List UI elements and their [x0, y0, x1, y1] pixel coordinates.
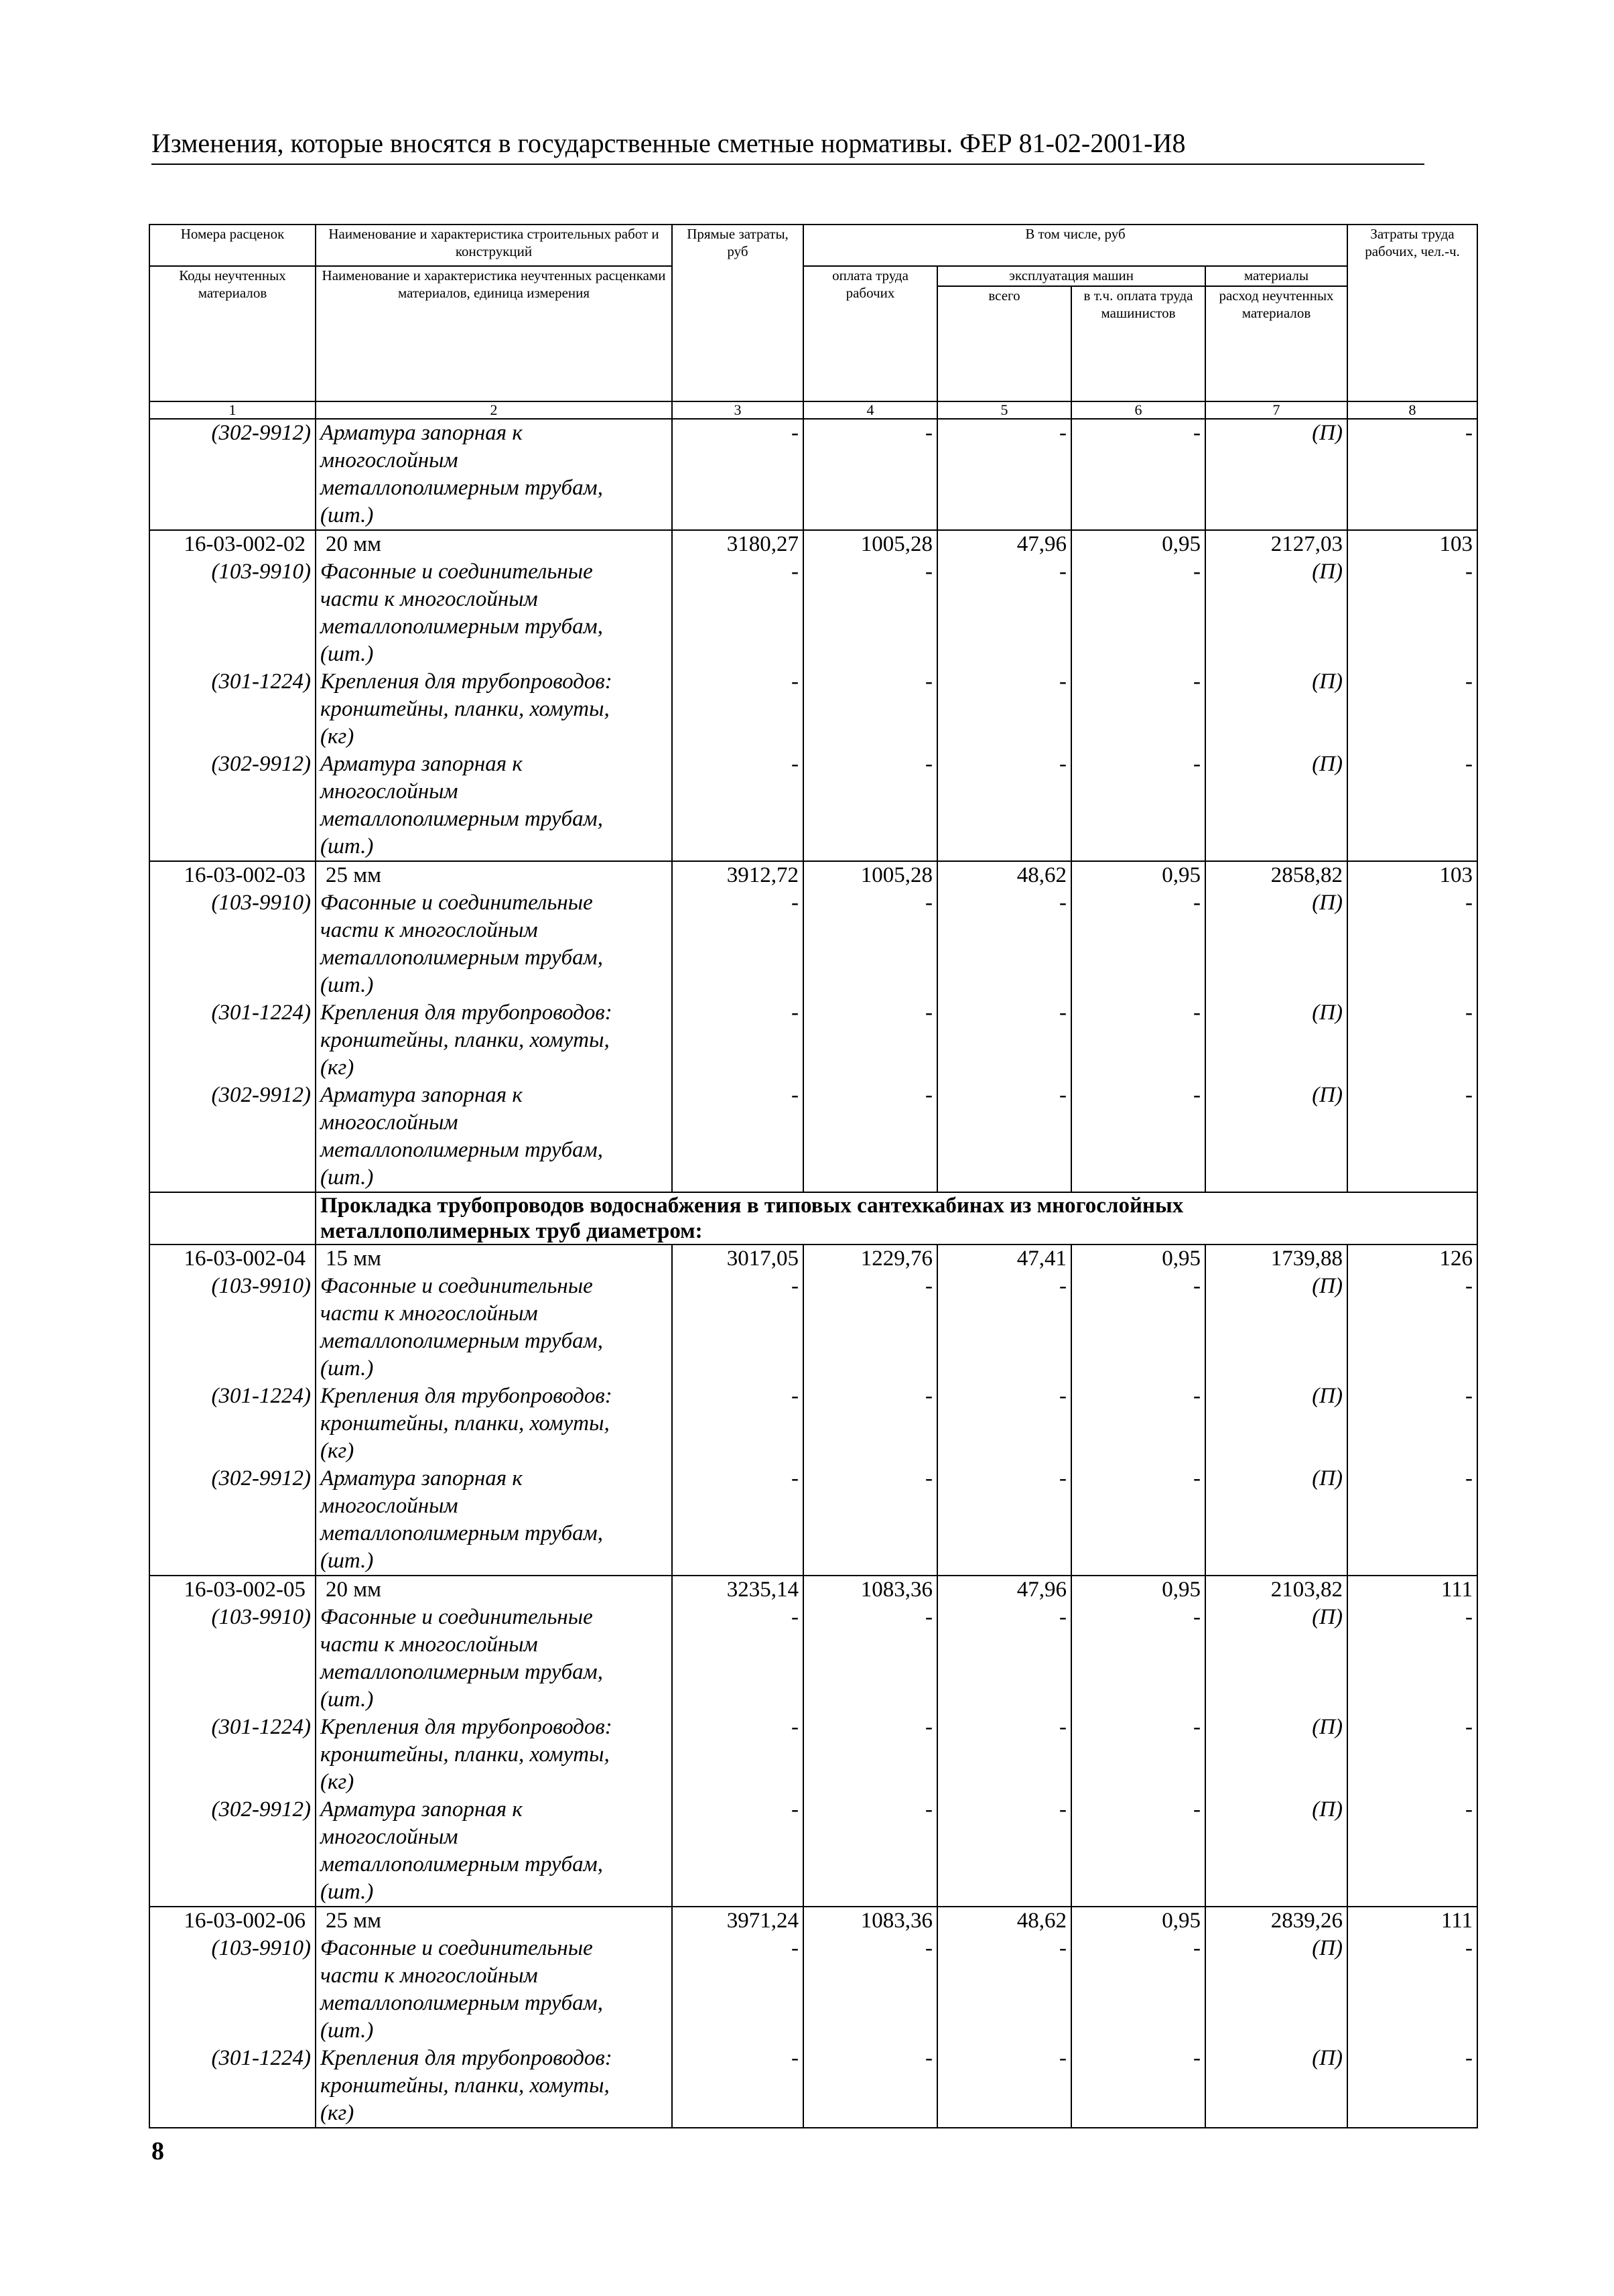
table-row	[149, 1245, 1477, 1273]
cell-operators: -	[1071, 889, 1205, 999]
table-row	[149, 1465, 1477, 1576]
material-name: Крепления для трубопроводов: кронштейны, планки, хомуты, (кг)	[316, 999, 672, 1082]
cell-materials: 2839,26	[1205, 1907, 1347, 1935]
cell-materials: (П)	[1205, 419, 1347, 530]
material-code: (302-9912)	[149, 1082, 316, 1192]
cell-operators: -	[1071, 668, 1205, 751]
cell-labor: -	[803, 1714, 937, 1796]
col-num: 4	[803, 401, 937, 419]
cell-labor: 1005,28	[803, 530, 937, 558]
material-code: (301-1224)	[149, 1383, 316, 1465]
table-row	[149, 1604, 1477, 1714]
cell-direct: -	[672, 558, 803, 668]
material-code: (103-9910)	[149, 1935, 316, 2045]
material-code: (301-1224)	[149, 2045, 316, 2128]
cell-machines: 48,62	[937, 861, 1071, 889]
col-num: 6	[1071, 401, 1205, 419]
table-row	[149, 2045, 1477, 2128]
work-name: 25 мм	[316, 861, 672, 889]
cell-labor: 1005,28	[803, 861, 937, 889]
cell-operators: -	[1071, 1383, 1205, 1465]
material-code: (301-1224)	[149, 999, 316, 1082]
cell-direct: -	[672, 1604, 803, 1714]
cell-direct: 3971,24	[672, 1907, 803, 1935]
cell-operators: -	[1071, 2045, 1205, 2128]
cell-machines: 48,62	[937, 1907, 1071, 1935]
table-row	[149, 861, 1477, 889]
table-row	[149, 1383, 1477, 1465]
cell-materials: (П)	[1205, 558, 1347, 668]
cell-hours: -	[1347, 668, 1477, 751]
head-machines-total: всего	[937, 286, 1071, 401]
material-name: Крепления для трубопроводов: кронштейны, планки, хомуты, (кг)	[316, 1714, 672, 1796]
cell-labor: -	[803, 558, 937, 668]
cell-direct: -	[672, 1465, 803, 1576]
cell-materials: 2858,82	[1205, 861, 1347, 889]
work-name: 20 мм	[316, 1576, 672, 1604]
cell-direct: -	[672, 1383, 803, 1465]
material-name: Фасонные и соединительные части к многослойным металлополимерным трубам, (шт.)	[316, 1604, 672, 1714]
cell-labor: -	[803, 889, 937, 999]
cell-labor: -	[803, 1082, 937, 1192]
cell-labor: -	[803, 999, 937, 1082]
table-row	[149, 1796, 1477, 1907]
cell-operators: -	[1071, 751, 1205, 861]
col-num: 7	[1205, 401, 1347, 419]
cell-labor: -	[803, 668, 937, 751]
work-name: 20 мм	[316, 530, 672, 558]
material-code: (103-9910)	[149, 1604, 316, 1714]
cell-direct: 3912,72	[672, 861, 803, 889]
cell-materials: (П)	[1205, 1082, 1347, 1192]
cell-materials: 1739,88	[1205, 1245, 1347, 1273]
cell-machines: -	[937, 999, 1071, 1082]
rate-code: 16-03-002-06	[149, 1907, 316, 1935]
cell-hours: -	[1347, 1465, 1477, 1576]
material-code: (103-9910)	[149, 889, 316, 999]
cell-materials: (П)	[1205, 1604, 1347, 1714]
cell-hours: -	[1347, 1082, 1477, 1192]
cell-labor: -	[803, 1383, 937, 1465]
material-code: (302-9912)	[149, 751, 316, 861]
cell-operators: -	[1071, 1796, 1205, 1907]
cell-hours: -	[1347, 1273, 1477, 1383]
cell-machines: -	[937, 1604, 1071, 1714]
cell-operators: -	[1071, 558, 1205, 668]
cell-machines: -	[937, 889, 1071, 999]
cell-labor: -	[803, 1465, 937, 1576]
cell-direct: -	[672, 1935, 803, 2045]
cell-operators: -	[1071, 999, 1205, 1082]
section-title: Прокладка трубопроводов водоснабжения в типовых сантехкабинах из многослойных металлополимерных труб диаметром:	[316, 1192, 1477, 1245]
cell-materials: (П)	[1205, 1714, 1347, 1796]
head-direct-costs: Прямые затраты, руб	[672, 225, 803, 401]
head-labor-hours: Затраты труда рабочих, чел.-ч.	[1347, 225, 1477, 401]
cell-materials: (П)	[1205, 1383, 1347, 1465]
rate-code: 16-03-002-04	[149, 1245, 316, 1273]
table-row	[149, 1576, 1477, 1604]
rate-code: 16-03-002-05	[149, 1576, 316, 1604]
cell-operators: 0,95	[1071, 1907, 1205, 1935]
material-code: (103-9910)	[149, 1273, 316, 1383]
cell-materials: 2127,03	[1205, 530, 1347, 558]
head-material-name: Наименование и характеристика неучтенных расценками материалов, единица измерения	[316, 266, 672, 401]
head-unaccounted-materials: расход неучтенных материалов	[1205, 286, 1347, 401]
cell-direct: -	[672, 2045, 803, 2128]
col-num: 2	[316, 401, 672, 419]
cell-materials: (П)	[1205, 1796, 1347, 1907]
head-machines: эксплуатация машин	[937, 266, 1205, 286]
head-materials: материалы	[1205, 266, 1347, 286]
cell-materials: (П)	[1205, 751, 1347, 861]
material-name: Арматура запорная к многослойным металлополимерным трубам, (шт.)	[316, 1082, 672, 1192]
cell-labor: -	[803, 1604, 937, 1714]
cell-operators: 0,95	[1071, 1576, 1205, 1604]
rate-code: 16-03-002-03	[149, 861, 316, 889]
head-including: В том числе, руб	[803, 225, 1347, 266]
table-row	[149, 1907, 1477, 1935]
cell-hours: -	[1347, 558, 1477, 668]
cell-materials: (П)	[1205, 889, 1347, 999]
cell-machines: -	[937, 668, 1071, 751]
table-row	[149, 419, 1477, 530]
cell-hours: -	[1347, 1796, 1477, 1907]
cell-direct: 3235,14	[672, 1576, 803, 1604]
material-code: (302-9912)	[149, 1796, 316, 1907]
document-header: Изменения, которые вносятся в государственные сметные нормативы. ФЕР 81-02-2001-И8	[151, 128, 1186, 158]
cell-operators: -	[1071, 1604, 1205, 1714]
head-rate-numbers: Номера расценок	[149, 225, 316, 266]
column-numbers-row	[149, 401, 1477, 419]
cell-materials: (П)	[1205, 1935, 1347, 2045]
col-num: 8	[1347, 401, 1477, 419]
col-num: 5	[937, 401, 1071, 419]
cell-materials: (П)	[1205, 668, 1347, 751]
cell-hours: -	[1347, 1935, 1477, 2045]
cell-hours: -	[1347, 1604, 1477, 1714]
cell-direct: -	[672, 419, 803, 530]
cell-materials: (П)	[1205, 1465, 1347, 1576]
cell-direct: -	[672, 1714, 803, 1796]
cell-hours: -	[1347, 1383, 1477, 1465]
cell-labor: -	[803, 1796, 937, 1907]
work-name: 15 мм	[316, 1245, 672, 1273]
col-num: 3	[672, 401, 803, 419]
norms-table	[149, 224, 1478, 2128]
cell-hours: 103	[1347, 861, 1477, 889]
material-name: Арматура запорная к многослойным металлополимерным трубам, (шт.)	[316, 1465, 672, 1576]
cell-machines: -	[937, 1796, 1071, 1907]
cell-operators: -	[1071, 1082, 1205, 1192]
cell-materials: (П)	[1205, 1273, 1347, 1383]
work-name: 25 мм	[316, 1907, 672, 1935]
cell-labor: -	[803, 1273, 937, 1383]
cell-materials: (П)	[1205, 2045, 1347, 2128]
cell-direct: -	[672, 889, 803, 999]
cell-hours: -	[1347, 1714, 1477, 1796]
cell-hours: 111	[1347, 1907, 1477, 1935]
cell-machines: -	[937, 1383, 1071, 1465]
material-code: (103-9910)	[149, 558, 316, 668]
material-name: Фасонные и соединительные части к многослойным металлополимерным трубам, (шт.)	[316, 1935, 672, 2045]
cell-machines: -	[937, 419, 1071, 530]
cell-machines: -	[937, 1273, 1071, 1383]
table-row	[149, 530, 1477, 558]
material-code: (302-9912)	[149, 419, 316, 530]
cell-direct: -	[672, 1082, 803, 1192]
cell-machines: -	[937, 2045, 1071, 2128]
material-name: Арматура запорная к многослойным металлополимерным трубам, (шт.)	[316, 751, 672, 861]
table-row	[149, 668, 1477, 751]
cell-operators: -	[1071, 1935, 1205, 2045]
cell-machines: -	[937, 751, 1071, 861]
table-row	[149, 751, 1477, 861]
cell-direct: 3017,05	[672, 1245, 803, 1273]
table-row	[149, 1273, 1477, 1383]
cell-operators: -	[1071, 1714, 1205, 1796]
material-name: Арматура запорная к многослойным металлополимерным трубам, (шт.)	[316, 1796, 672, 1907]
head-work-name: Наименование и характеристика строительных работ и конструкций	[316, 225, 672, 266]
cell-hours: 103	[1347, 530, 1477, 558]
header-rule	[151, 164, 1424, 165]
cell-labor: -	[803, 1935, 937, 2045]
cell-direct: -	[672, 751, 803, 861]
cell-machines: 47,96	[937, 1576, 1071, 1604]
table-row	[149, 889, 1477, 999]
cell-labor: -	[803, 419, 937, 530]
cell-machines: -	[937, 1714, 1071, 1796]
cell-labor: 1083,36	[803, 1907, 937, 1935]
material-name: Фасонные и соединительные части к многослойным металлополимерным трубам, (шт.)	[316, 1273, 672, 1383]
head-labor-pay: оплата труда рабочих	[803, 266, 937, 401]
cell-hours: -	[1347, 419, 1477, 530]
cell-machines: -	[937, 1935, 1071, 2045]
cell-labor: 1083,36	[803, 1576, 937, 1604]
cell-operators: 0,95	[1071, 1245, 1205, 1273]
cell-direct: -	[672, 1273, 803, 1383]
col-num: 1	[149, 401, 316, 419]
material-name: Фасонные и соединительные части к многослойным металлополимерным трубам, (шт.)	[316, 558, 672, 668]
material-code: (301-1224)	[149, 668, 316, 751]
cell-direct: -	[672, 1796, 803, 1907]
cell-operators: -	[1071, 1273, 1205, 1383]
cell-machines: -	[937, 1465, 1071, 1576]
cell-direct: 3180,27	[672, 530, 803, 558]
cell-materials: 2103,82	[1205, 1576, 1347, 1604]
material-name: Крепления для трубопроводов: кронштейны, планки, хомуты, (кг)	[316, 1383, 672, 1465]
cell-operators: -	[1071, 419, 1205, 530]
cell-hours: -	[1347, 751, 1477, 861]
cell-direct: -	[672, 668, 803, 751]
cell-hours: 126	[1347, 1245, 1477, 1273]
head-material-codes: Коды неучтенных материалов	[149, 266, 316, 401]
cell-hours: -	[1347, 889, 1477, 999]
table-row	[149, 558, 1477, 668]
cell-materials: (П)	[1205, 999, 1347, 1082]
table-row	[149, 1935, 1477, 2045]
cell-hours: 111	[1347, 1576, 1477, 1604]
cell-hours: -	[1347, 2045, 1477, 2128]
cell-machines: -	[937, 558, 1071, 668]
material-code: (301-1224)	[149, 1714, 316, 1796]
section-row	[149, 1192, 1477, 1245]
table-row	[149, 1082, 1477, 1192]
cell-labor: -	[803, 2045, 937, 2128]
page-number: 8	[151, 2137, 164, 2165]
material-code: (302-9912)	[149, 1465, 316, 1576]
cell-hours: -	[1347, 999, 1477, 1082]
material-name: Крепления для трубопроводов: кронштейны, планки, хомуты, (кг)	[316, 2045, 672, 2128]
cell-labor: -	[803, 751, 937, 861]
cell-direct: -	[672, 999, 803, 1082]
material-name: Арматура запорная к многослойным металлополимерным трубам, (шт.)	[316, 419, 672, 530]
cell-labor: 1229,76	[803, 1245, 937, 1273]
table-row	[149, 1714, 1477, 1796]
cell-operators: 0,95	[1071, 530, 1205, 558]
rate-code: 16-03-002-02	[149, 530, 316, 558]
cell-operators: 0,95	[1071, 861, 1205, 889]
cell-machines: 47,41	[937, 1245, 1071, 1273]
material-name: Крепления для трубопроводов: кронштейны, планки, хомуты, (кг)	[316, 668, 672, 751]
cell-machines: -	[937, 1082, 1071, 1192]
cell-machines: 47,96	[937, 530, 1071, 558]
head-operators-pay: в т.ч. оплата труда машинистов	[1071, 286, 1205, 401]
table-row	[149, 999, 1477, 1082]
cell-operators: -	[1071, 1465, 1205, 1576]
material-name: Фасонные и соединительные части к многослойным металлополимерным трубам, (шт.)	[316, 889, 672, 999]
